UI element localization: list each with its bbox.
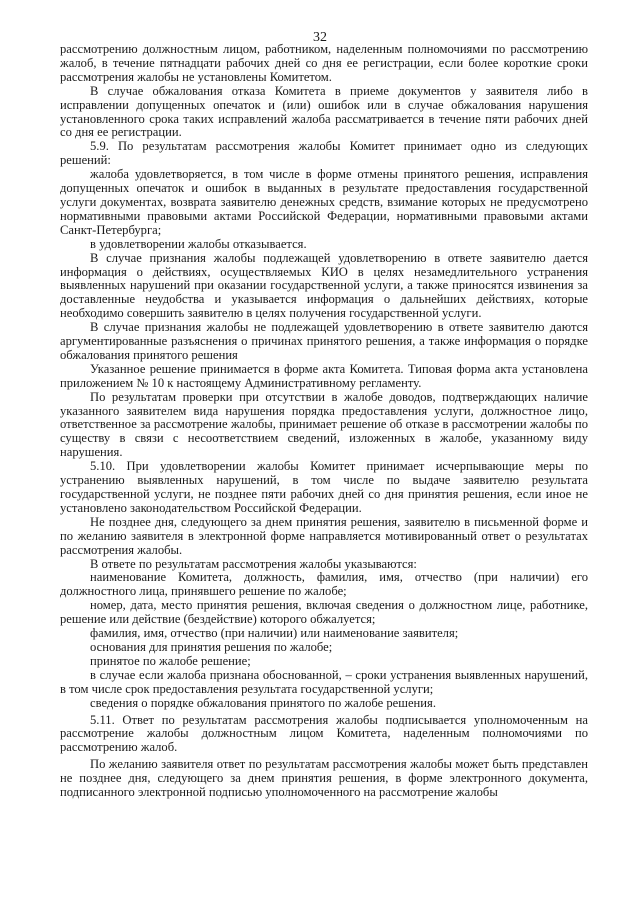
list-item-decision-grounds: основания для принятия решения по жалобе;: [90, 639, 333, 654]
paragraph-complaint-satisfied: жалоба удовлетворяется, в том числе в форме отмены принятого решения, исправления допущенных опечаток и ошибок в выданных в результате предоставления государственной услуги документах, возврата заявителю денежных средств, взимание которых не предусмотрено нормативными правовыми актами Российской Федерации, нормативными правовыми актами Санкт-Петербурга;: [60, 167, 588, 237]
paragraph-refusal-appeal-term: В случае обжалования отказа Комитета в приеме документов у заявителя либо в исправлении допущенных опечаток и (или) ошибок или в случае обжалования нарушения установленного срока таких исправлений жалоба рассматривается в течение пяти рабочих дней со дня ее регистрации.: [60, 83, 588, 140]
paragraph-reasoned-answer: Не позднее дня, следующего за днем принятия решения, заявителю в письменной форме и по желанию заявителя в электронной форме направляется мотивированный ответ о результатах рассмотрения жалобы.: [60, 514, 588, 557]
paragraph-refusal-on-merits: По результатам проверки при отсутствии в жалобе доводов, подтверждающих наличие указанного заявителем вида нарушения порядка предоставления услуги, должностное лицо, ответственное за рассмотрение жалобы, принимает решение об отказе в рассмотрении жалобы по существу в связи с несоответствием сведений, изложенных в жалобе, указанному виду нарушения.: [60, 389, 588, 460]
list-item-decision-number-date: номер, дата, место принятия решения, включая сведения о должностном лице, работнике, решение или действие (бездействие) которого обжалуется;: [60, 598, 588, 627]
paragraph-decision-act-form: Указанное решение принимается в форме акта Комитета. Типовая форма акта установлена приложением № 10 к настоящему Административному регламенту.: [60, 361, 588, 390]
list-item-decision-taken: принятое по жалобе решение;: [90, 653, 251, 668]
paragraph-section-5-9: 5.9. По результатам рассмотрения жалобы Комитет принимает одно из следующих решений:: [60, 139, 588, 168]
paragraph-section-5-10: 5.10. При удовлетворении жалобы Комитет принимает исчерпывающие меры по устранению выявленных нарушений, в том числе по выдаче заявителю результата государственной услуги, не позднее пяти рабочих дней со дня принятия решения, если иное не установлено законодательством Российской Федерации.: [60, 459, 588, 515]
document-body: [60, 43, 588, 800]
paragraph-electronic-answer: По желанию заявителя ответ по результатам рассмотрения жалобы может быть представлен не позднее дня, следующего за днем принятия решения, в форме электронного документа, подписанного электронной подписью уполномоченного на рассмотрение жалобы: [60, 757, 588, 800]
paragraph-section-5-11: 5.11. Ответ по результатам рассмотрения жалобы подписывается уполномоченным на рассмотрение жалобы должностным лицом Комитета, наделенным полномочиями по рассмотрению жалоб.: [60, 712, 588, 755]
page-number: 32: [313, 30, 327, 45]
list-item-committee-official: наименование Комитета, должность, фамилия, имя, отчество (при наличии) его должностного лица, принявшего решение по жалобе;: [60, 570, 588, 599]
paragraph-complaint-rejected: в удовлетворении жалобы отказывается.: [90, 236, 307, 251]
paragraph-complaint-review-term: рассмотрению должностным лицом, работником, наделенным полномочиями по рассмотрению жалоб, в течение пятнадцати рабочих дней со дня ее регистрации, если более короткие сроки рассмотрения жалобы не установлены Комитетом.: [60, 42, 588, 84]
paragraph-satisfied-response-info: В случае признания жалобы подлежащей удовлетворению в ответе заявителю дается информация о действиях, осуществляемых КИО в целях незамедлительного устранения выявленных нарушений при оказании государственной услуги, а также приносятся извинения за доставленные неудобства и указывается информация о дальнейших действиях, которые необходимо совершить заявителю в целях получения государственной услуги.: [60, 250, 588, 321]
paragraph-rejected-response-info: В случае признания жалобы не подлежащей удовлетворению в ответе заявителю даются аргументированные разъяснения о причинах принятого решения, а также информация о порядке обжалования принятого решения: [60, 320, 588, 362]
list-item-remedy-terms: в случае если жалоба признана обоснованной, – сроки устранения выявленных нарушений, в том числе срок предоставления результата государственной услуги;: [60, 667, 588, 696]
paragraph-answer-contents-intro: В ответе по результатам рассмотрения жалобы указываются:: [90, 556, 417, 571]
list-item-applicant-name: фамилия, имя, отчество (при наличии) или наименование заявителя;: [90, 626, 459, 641]
list-item-appeal-procedure: сведения о порядке обжалования принятого по жалобе решения.: [90, 695, 436, 710]
